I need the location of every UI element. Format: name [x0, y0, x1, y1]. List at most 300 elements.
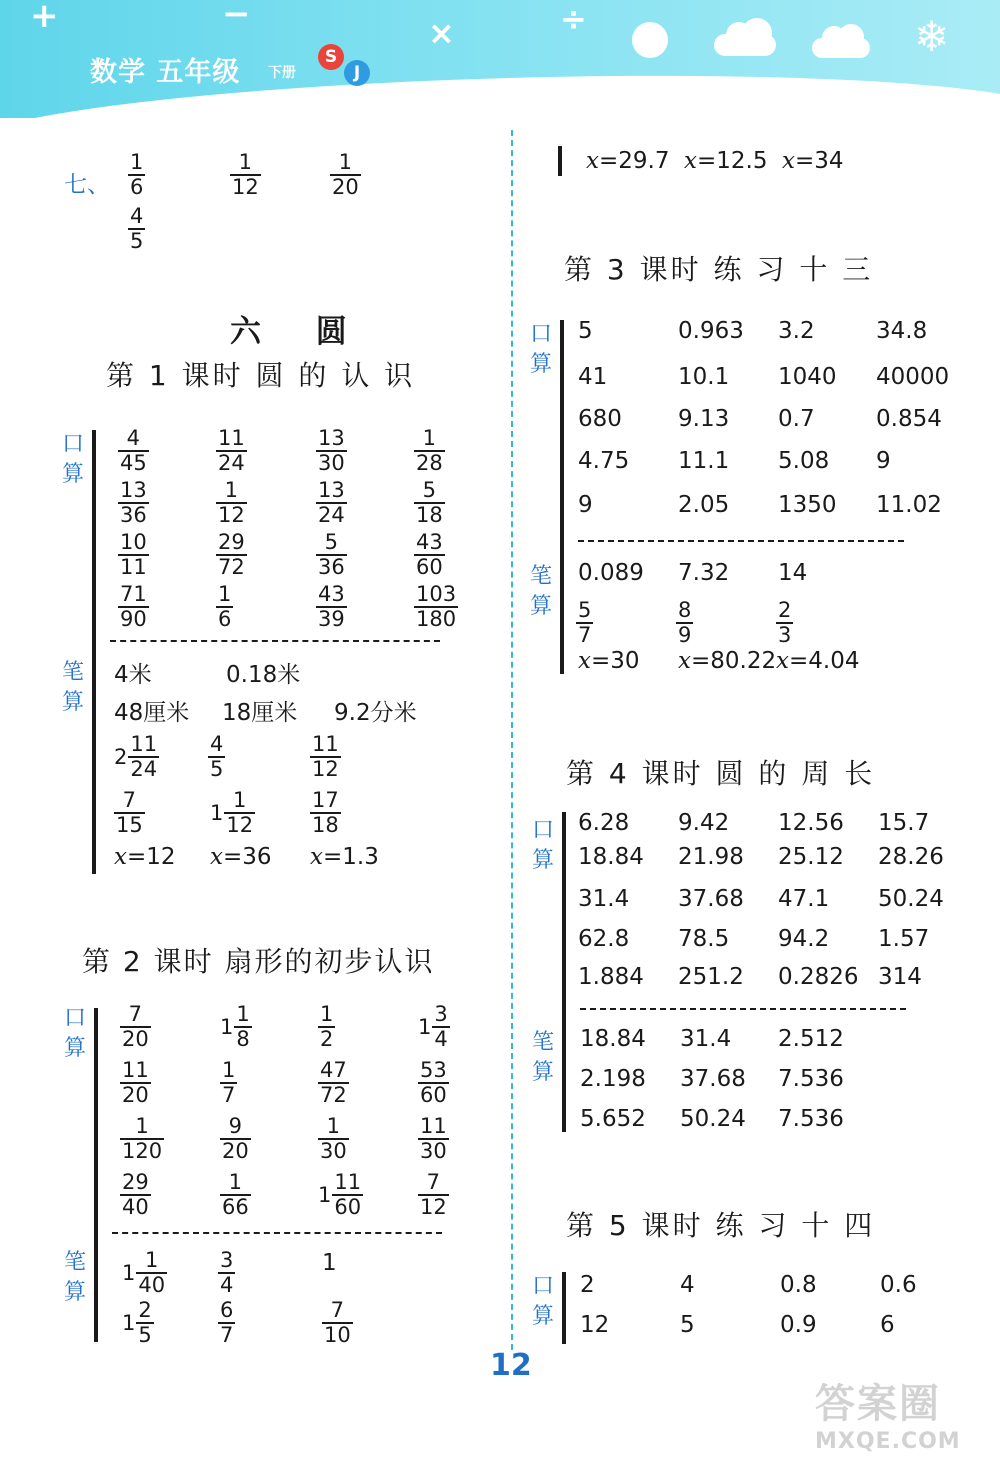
numerator: 5: [316, 532, 347, 556]
answer-value: 680: [578, 406, 622, 432]
oral-calc-label: 口 算: [531, 1274, 554, 1329]
publisher-logo-s: S: [318, 44, 344, 70]
book-title: 数学 五年级: [90, 57, 241, 88]
mixed-number-answer: [114, 734, 159, 780]
answer-value: 5: [680, 1312, 695, 1338]
denominator: 20: [222, 1139, 249, 1163]
numerator: 7: [114, 790, 145, 814]
equation-answer: x=12.5: [684, 148, 768, 174]
written-calc-label: 笔 算: [531, 1030, 554, 1085]
variable: x: [678, 648, 691, 674]
fraction-answer: [316, 584, 347, 630]
answer-value: 0.2826: [778, 964, 859, 990]
numerator: 7: [322, 1300, 353, 1324]
numerator: 7: [120, 1004, 151, 1028]
denominator: 3: [778, 623, 792, 647]
fraction: [220, 1172, 251, 1218]
numerator: 47: [320, 1058, 347, 1082]
answer-value: 3.2: [778, 318, 815, 344]
answer-value: 40000: [876, 364, 950, 390]
fraction-answer: [318, 1004, 335, 1050]
numerator: 103: [416, 582, 457, 606]
denominator: 30: [320, 1139, 347, 1163]
fraction: [128, 206, 145, 252]
fraction-answer: [414, 584, 458, 630]
answer-value: 50.24: [680, 1106, 746, 1132]
fraction: [418, 1060, 449, 1106]
fraction-answer: [316, 428, 347, 474]
answer-value: 0.7: [778, 406, 815, 432]
fraction: [322, 1300, 353, 1346]
section-divider: [110, 640, 440, 642]
section-bar: [94, 1008, 98, 1342]
answer-value: 41: [578, 364, 608, 390]
fraction: [136, 1300, 153, 1346]
fraction: [776, 600, 793, 646]
answer-value: 0.963: [678, 318, 744, 344]
numerator: 1: [230, 152, 261, 176]
numerator: 1: [318, 1116, 349, 1140]
answer-value: 18厘米: [222, 700, 298, 726]
denominator: 90: [120, 607, 147, 631]
whole-part: 2: [114, 745, 128, 769]
snowflake-icon: ❄: [914, 12, 950, 61]
numerator: 2: [138, 1298, 152, 1322]
denominator: 15: [116, 813, 143, 837]
numerator: 29: [218, 530, 245, 554]
fraction-answer: [220, 1172, 251, 1218]
fraction-answer: [128, 206, 145, 252]
equation-answer: x=34: [782, 148, 844, 174]
fraction: [216, 532, 247, 578]
denominator: 12: [232, 175, 259, 199]
fraction-answer: [118, 480, 149, 526]
cloud-icon: [714, 18, 776, 58]
denominator: 24: [318, 503, 345, 527]
answer-value: 2.512: [778, 1026, 844, 1052]
denominator: 8: [236, 1027, 250, 1051]
denominator: 5: [210, 757, 224, 781]
fraction: [120, 1116, 164, 1162]
fraction-answer: [220, 1060, 237, 1106]
numerator: 4: [130, 204, 144, 228]
numerator: 6: [220, 1298, 234, 1322]
denominator: 12: [218, 503, 245, 527]
times-symbol-icon: ×: [428, 14, 455, 52]
fraction-answer: [310, 734, 341, 780]
fraction-answer: [216, 428, 247, 474]
equation-answer: x=36: [210, 844, 272, 870]
denominator: 36: [120, 503, 147, 527]
answer-value: 6: [880, 1312, 895, 1338]
answer-value: 7.32: [678, 560, 730, 586]
column-divider: [511, 130, 513, 1350]
whole-part: 1: [418, 1015, 432, 1039]
answer-value: 37.68: [678, 886, 744, 912]
whole-part: 1: [210, 801, 224, 825]
equation-answer: x=12: [114, 844, 176, 870]
numerator: 1: [224, 790, 255, 814]
fraction: [414, 584, 458, 630]
numerator: 43: [318, 582, 345, 606]
fraction: [316, 480, 347, 526]
denominator: 6: [218, 607, 232, 631]
denominator: 20: [332, 175, 359, 199]
answer-value: 28.26: [878, 844, 944, 870]
answer-value: 78.5: [678, 926, 730, 952]
lesson-title: 第 1 课时 圆 的 认 识: [106, 359, 416, 392]
equation-answer: x=30: [578, 648, 640, 674]
variable: x: [210, 844, 223, 870]
fraction-answer: [414, 428, 445, 474]
numerator: 3: [434, 1002, 448, 1026]
answer-value: 314: [878, 964, 922, 990]
fraction-answer: [218, 1250, 235, 1296]
answer-value: 1.57: [878, 926, 930, 952]
denominator: 60: [420, 1083, 447, 1107]
minus-symbol-icon: −: [222, 0, 251, 34]
section-bar: [92, 430, 96, 874]
fraction-answer: [216, 584, 233, 630]
numerator: 1: [236, 1002, 250, 1026]
fraction: [414, 532, 445, 578]
denominator: 72: [320, 1083, 347, 1107]
numerator: 3: [220, 1248, 234, 1272]
fraction-answer: [330, 152, 361, 198]
variable: x: [310, 844, 323, 870]
numerator: 1: [136, 1250, 167, 1274]
fraction: [128, 734, 159, 780]
section-bar: [560, 320, 564, 674]
answer-value: 48厘米: [114, 700, 190, 726]
section-bar: [562, 1272, 566, 1344]
fraction-answer: [418, 1116, 449, 1162]
denominator: 5: [130, 229, 144, 253]
fraction: [118, 428, 149, 474]
fraction: [414, 428, 445, 474]
answer-value: 15.7: [878, 810, 930, 836]
answer-value: 31.4: [680, 1026, 732, 1052]
answer-value: 0.854: [876, 406, 942, 432]
oral-calc-label: 口 算: [63, 1006, 86, 1061]
mixed-number-answer: [220, 1004, 252, 1050]
fraction: [318, 1116, 349, 1162]
answer-value: 1350: [778, 492, 837, 518]
answer-value: 6.28: [578, 810, 630, 836]
fraction: [118, 532, 149, 578]
oral-calc-label: 口 算: [531, 818, 554, 873]
sun-icon: [632, 22, 668, 58]
numerator: 29: [122, 1170, 149, 1194]
denominator: 7: [222, 1083, 236, 1107]
fraction: [220, 1060, 237, 1106]
fraction-answer: [120, 1004, 151, 1050]
answer-value: 37.68: [680, 1066, 746, 1092]
answer-value: 14: [778, 560, 808, 586]
answer-value: 9.13: [678, 406, 730, 432]
page-header: [0, 0, 1000, 118]
numerator: 1: [414, 428, 445, 452]
fraction: [418, 1116, 449, 1162]
fraction: [318, 1004, 335, 1050]
fraction: [128, 152, 145, 198]
answer-value: 50.24: [878, 886, 944, 912]
denominator: 20: [122, 1027, 149, 1051]
fraction-answer: [310, 790, 341, 836]
denominator: 12: [312, 757, 339, 781]
whole-part: 1: [318, 1183, 332, 1207]
answer-value: 2.05: [678, 492, 730, 518]
denominator: 12: [226, 813, 254, 837]
denominator: 10: [324, 1323, 351, 1347]
denominator: 45: [120, 451, 147, 475]
fraction: [230, 152, 261, 198]
fraction-answer: [220, 1116, 251, 1162]
numerator: 1: [120, 1116, 164, 1140]
denominator: 40: [122, 1195, 149, 1219]
fraction-answer: [118, 428, 149, 474]
numerator: 2: [778, 598, 792, 622]
fraction: [224, 790, 255, 836]
fraction: [118, 480, 149, 526]
fraction-answer: [676, 600, 693, 646]
numerator: 71: [120, 582, 147, 606]
variable: x: [578, 648, 591, 674]
unit-title: 六 圆: [230, 314, 369, 350]
written-calc-label: 笔 算: [61, 660, 84, 715]
whole-part: 1: [122, 1311, 136, 1335]
numerator: 1: [216, 480, 247, 504]
variable: x: [586, 148, 599, 174]
denominator: 18: [312, 813, 339, 837]
fraction: [208, 734, 225, 780]
publisher-logo-j: J: [344, 60, 370, 86]
answer-value: 94.2: [778, 926, 830, 952]
fraction-answer: [414, 480, 445, 526]
variable: x: [782, 148, 795, 174]
numerator: 53: [420, 1058, 447, 1082]
numerator: 8: [678, 598, 692, 622]
fraction: [216, 584, 233, 630]
fraction: [316, 584, 347, 630]
answer-value: 0.18米: [226, 662, 301, 688]
denominator: 36: [318, 555, 345, 579]
numerator: 1: [130, 150, 144, 174]
denominator: 9: [678, 623, 692, 647]
fraction-answer: [120, 1172, 151, 1218]
fraction-answer: [318, 1116, 349, 1162]
denominator: 30: [318, 451, 345, 475]
answer-value: 18.84: [580, 1026, 646, 1052]
answer-value: 1040: [778, 364, 837, 390]
fraction: [220, 1116, 251, 1162]
answer-value: 0.8: [780, 1272, 817, 1298]
section-bar: [562, 812, 566, 1132]
denominator: 7: [578, 623, 592, 647]
fraction-answer: [230, 152, 261, 198]
fraction-answer: [216, 532, 247, 578]
denominator: 7: [220, 1323, 234, 1347]
whole-part: 1: [220, 1015, 234, 1039]
numerator: 43: [416, 530, 443, 554]
numerator: 7: [418, 1172, 449, 1196]
numerator: 1: [222, 1058, 236, 1082]
denominator: 11: [120, 555, 147, 579]
fraction: [120, 1004, 151, 1050]
fraction-answer: [418, 1172, 449, 1218]
answer-value: 251.2: [678, 964, 744, 990]
fraction-answer: [118, 584, 149, 630]
fraction: [310, 734, 341, 780]
denominator: 24: [218, 451, 245, 475]
lesson-title: 第 2 课时 扇形的初步认识: [82, 945, 435, 978]
answer-value: 18.84: [578, 844, 644, 870]
fraction-answer: [120, 1060, 151, 1106]
fraction: [676, 600, 693, 646]
fraction: [418, 1172, 449, 1218]
written-calc-label: 笔 算: [529, 564, 552, 619]
fraction-answer: [218, 1300, 235, 1346]
fraction: [316, 428, 347, 474]
answer-value: 5.08: [778, 448, 830, 474]
fraction-answer: [318, 1060, 349, 1106]
whole-part: 1: [122, 1261, 136, 1285]
answer-value: 4: [680, 1272, 695, 1298]
answer-value: 12.56: [778, 810, 844, 836]
mixed-number-answer: [318, 1172, 363, 1218]
fraction: [316, 532, 347, 578]
oral-calc-label: 口 算: [61, 432, 84, 487]
numerator: 11: [122, 1058, 149, 1082]
denominator: 6: [130, 175, 144, 199]
denominator: 12: [420, 1195, 447, 1219]
fraction: [136, 1250, 167, 1296]
denominator: 39: [318, 607, 345, 631]
fraction: [414, 480, 445, 526]
denominator: 66: [222, 1195, 249, 1219]
denominator: 18: [416, 503, 443, 527]
answer-value: 5: [578, 318, 593, 344]
numerator: 4: [118, 428, 149, 452]
numerator: 13: [318, 478, 345, 502]
equation-answer: x=1.3: [310, 844, 379, 870]
answer-value: 9.2分米: [334, 700, 417, 726]
fraction: [120, 1060, 151, 1106]
lesson-title: 第 5 课时 练 习 十 四: [566, 1209, 876, 1242]
numerator: 11: [218, 426, 245, 450]
numerator: 1: [218, 582, 232, 606]
denominator: 180: [416, 607, 457, 631]
answer-value: 0.9: [780, 1312, 817, 1338]
denominator: 72: [218, 555, 245, 579]
denominator: 60: [416, 555, 443, 579]
fraction: [218, 1300, 235, 1346]
mixed-number-answer: [418, 1004, 450, 1050]
mixed-number-answer: [210, 790, 255, 836]
fraction-answer: [114, 790, 145, 836]
answer-value: 7.536: [778, 1106, 844, 1132]
fraction-answer: [118, 532, 149, 578]
fraction: [216, 480, 247, 526]
answer-value: 4.75: [578, 448, 630, 474]
denominator: 24: [130, 757, 158, 781]
answer-value: 10.1: [678, 364, 730, 390]
numerator: 11: [130, 732, 158, 756]
answer-value: 4米: [114, 662, 152, 688]
section-divider: [578, 540, 904, 542]
numerator: 5: [578, 598, 592, 622]
numerator: 11: [334, 1170, 362, 1194]
answer-value: 7.536: [778, 1066, 844, 1092]
answer-value: 0.6: [880, 1272, 917, 1298]
fraction: [234, 1004, 251, 1050]
denominator: 4: [434, 1027, 448, 1051]
answer-value: 0.089: [578, 560, 644, 586]
numerator: 10: [120, 530, 147, 554]
watermark: 答案圈 MXQE.COM: [815, 1381, 961, 1454]
fraction: [310, 790, 341, 836]
denominator: 30: [420, 1139, 447, 1163]
answer-value: 21.98: [678, 844, 744, 870]
answer-value: 5.652: [580, 1106, 646, 1132]
plus-symbol-icon: +: [30, 0, 59, 36]
answer-value: 9: [876, 448, 891, 474]
denominator: 20: [122, 1083, 149, 1107]
fraction-answer: [208, 734, 225, 780]
fraction: [332, 1172, 363, 1218]
section-divider: [580, 1008, 906, 1010]
denominator: 60: [334, 1195, 362, 1219]
fraction: [576, 600, 593, 646]
question-label: 七、: [64, 172, 110, 198]
numerator: 9: [220, 1116, 251, 1140]
fraction-answer: [322, 1300, 353, 1346]
rain-cloud-icon: [812, 24, 872, 64]
fraction-answer: [128, 152, 145, 198]
fraction: [118, 584, 149, 630]
fraction: [216, 428, 247, 474]
answer-value: 34.8: [876, 318, 928, 344]
page-number: 12: [490, 1348, 532, 1383]
answer-value: 62.8: [578, 926, 630, 952]
fraction-answer: [316, 480, 347, 526]
fraction: [318, 1060, 349, 1106]
answer-value: 1.884: [578, 964, 644, 990]
answer-value: 11.1: [678, 448, 730, 474]
answer-value: 31.4: [578, 886, 630, 912]
answer-value: 12: [580, 1312, 610, 1338]
fraction-answer: [216, 480, 247, 526]
denominator: 40: [138, 1273, 166, 1297]
fraction: [218, 1250, 235, 1296]
denominator: 5: [138, 1323, 152, 1347]
denominator: 120: [122, 1139, 163, 1163]
answer-value: 47.1: [778, 886, 830, 912]
equation-answer: x=4.04: [776, 648, 860, 674]
numerator: 11: [420, 1114, 447, 1138]
fraction: [432, 1004, 449, 1050]
divide-symbol-icon: ÷: [560, 0, 587, 38]
numerator: 13: [120, 478, 147, 502]
mixed-number-answer: [122, 1250, 167, 1296]
answer-value: 1: [322, 1250, 337, 1276]
fraction-answer: [120, 1116, 164, 1162]
denominator: 2: [320, 1027, 334, 1051]
variable: x: [684, 148, 697, 174]
numerator: 1: [330, 152, 361, 176]
fraction-answer: [776, 600, 793, 646]
denominator: 4: [220, 1273, 234, 1297]
